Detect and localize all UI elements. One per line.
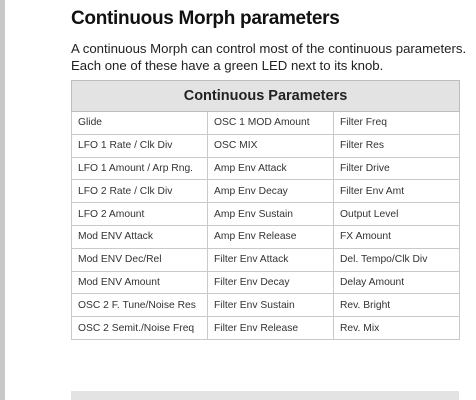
intro-line: A continuous Morph can control most of the continuous parameters.: [71, 41, 467, 56]
table-row: [72, 134, 460, 157]
table-cell: LFO 2 Amount: [72, 203, 208, 226]
section-heading: Continuous Morph parameters: [71, 8, 340, 29]
table-cell: LFO 1 Rate / Clk Div: [72, 134, 208, 157]
table-row: [72, 317, 460, 340]
page-edge-bar: [0, 0, 5, 400]
table-cell: Filter Env Release: [208, 317, 334, 340]
table-cell: OSC 1 MOD Amount: [208, 112, 334, 135]
table-cell: OSC 2 F. Tune/Noise Res: [72, 294, 208, 317]
table-cell: Amp Env Sustain: [208, 203, 334, 226]
table-cell: Amp Env Release: [208, 225, 334, 248]
table-cell: Filter Res: [334, 134, 460, 157]
table-cell: Mod ENV Dec/Rel: [72, 248, 208, 271]
table-row: [72, 203, 460, 226]
table-cell: Filter Env Amt: [334, 180, 460, 203]
table-header-row: [72, 81, 460, 112]
intro-paragraph: [71, 40, 471, 74]
table-cell: Glide: [72, 112, 208, 135]
table-row: [72, 271, 460, 294]
table-cell: Output Level: [334, 203, 460, 226]
table-row: [72, 248, 460, 271]
table-cell: Filter Freq: [334, 112, 460, 135]
table-body: [72, 112, 460, 340]
table-cell: LFO 1 Amount / Arp Rng.: [72, 157, 208, 180]
table-cell: Mod ENV Attack: [72, 225, 208, 248]
table-cell: Delay Amount: [334, 271, 460, 294]
table-cell: OSC 2 Semit./Noise Freq: [72, 317, 208, 340]
table-cell: Filter Env Sustain: [208, 294, 334, 317]
next-table-header-band: [71, 391, 459, 400]
table-cell: Filter Env Decay: [208, 271, 334, 294]
table-row: [72, 225, 460, 248]
table-title: Continuous Parameters: [72, 81, 460, 112]
table-cell: Amp Env Decay: [208, 180, 334, 203]
table-row: [72, 112, 460, 135]
table-cell: Rev. Bright: [334, 294, 460, 317]
table-cell: OSC MIX: [208, 134, 334, 157]
table-cell: Filter Env Attack: [208, 248, 334, 271]
table-cell: LFO 2 Rate / Clk Div: [72, 180, 208, 203]
table-cell: Rev. Mix: [334, 317, 460, 340]
table-cell: Filter Drive: [334, 157, 460, 180]
intro-line: Each one of these have a green LED next to its knob.: [71, 58, 384, 73]
table-cell: Amp Env Attack: [208, 157, 334, 180]
table-row: [72, 180, 460, 203]
continuous-parameters-table: [71, 80, 460, 340]
table-cell: FX Amount: [334, 225, 460, 248]
table-row: [72, 294, 460, 317]
table-cell: Mod ENV Amount: [72, 271, 208, 294]
table-cell: Del. Tempo/Clk Div: [334, 248, 460, 271]
table-row: [72, 157, 460, 180]
